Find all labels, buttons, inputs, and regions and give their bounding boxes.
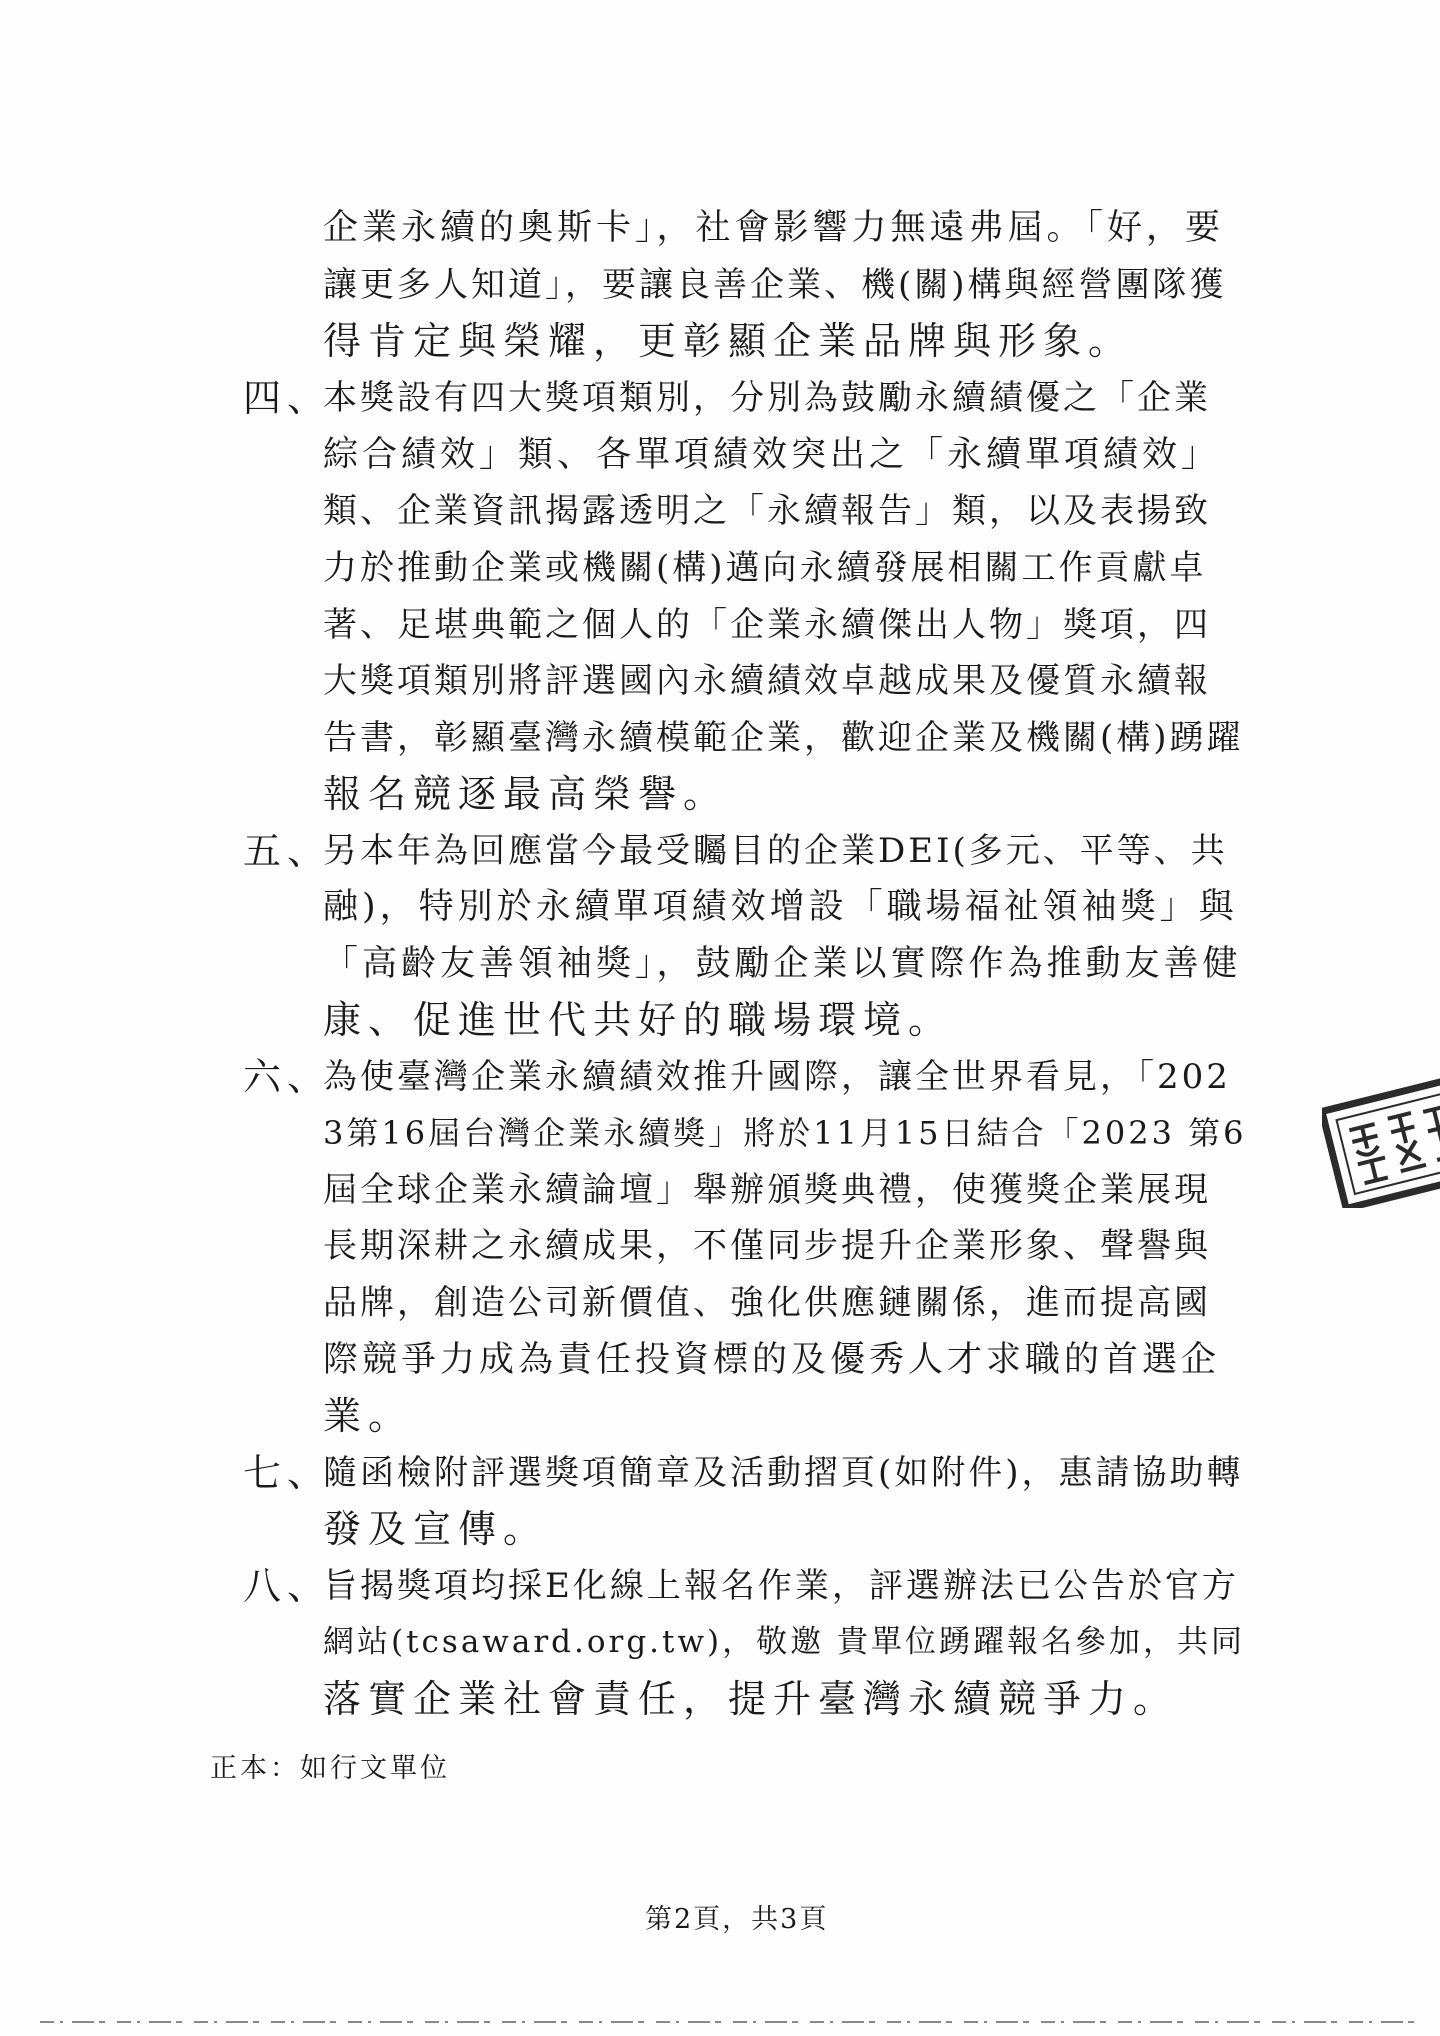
text-line: 長期深耕之永續成果，不僅同步提升企業形象、聲譽與 (323, 1226, 1211, 1266)
text-line: 報名競逐最高榮譽。 (323, 772, 729, 816)
page-number: 第2頁，共3頁 (645, 1904, 829, 1935)
text-line: 旨揭獎項均採E化線上報名作業，評選辦法已公告於官方 (323, 1566, 1239, 1606)
text-line: 屆全球企業永續論壇」舉辦頒獎典禮，使獲獎企業展現 (323, 1170, 1211, 1210)
text-line: 融)，特別於永續單項績效增設「職場福祉領袖獎」與 (323, 887, 1238, 927)
text-line: 業。 (323, 1394, 414, 1438)
text-line: 讓更多人知道」，要讓良善企業、機(關)構與經營團隊獲 (323, 265, 1227, 305)
item-marker-8: 八、 (243, 1564, 332, 1608)
text-line: 發及宣傳。 (323, 1507, 549, 1551)
text-line: 隨函檢附評選獎項簡章及活動摺頁(如附件)，惠請協助轉 (323, 1453, 1244, 1493)
text-line: 另本年為回應當今最受矚目的企業DEI(多元、平等、共 (323, 831, 1228, 871)
item-marker-7: 七、 (243, 1451, 332, 1495)
text-line: 大獎項類別將評選國內永續績效卓越成果及優質永續報 (323, 661, 1211, 701)
text-line: 力於推動企業或機關(構)邁向永續發展相關工作貢獻卓 (323, 548, 1207, 588)
seal-stamp-icon (1322, 1078, 1440, 1208)
text-line: 網站(tcsaward.org.tw)，敬邀 貴單位踴躍報名參加，共同 (323, 1624, 1245, 1660)
text-line: 「高齡友善領袖獎」，鼓勵企業以實際作為推動友善健 (323, 944, 1242, 984)
text-line: 康、促進世代共好的職場環境。 (323, 998, 954, 1042)
copy-to-line: 正本：如行文單位 (210, 1753, 450, 1784)
item-marker-4: 四、 (243, 376, 332, 420)
item-marker-5: 五、 (243, 829, 332, 873)
item-marker-6: 六、 (243, 1055, 332, 1099)
text-line: 為使臺灣企業永續績效推升國際，讓全世界看見，「202 (323, 1057, 1231, 1097)
text-line: 告書，彰顯臺灣永續模範企業，歡迎企業及機關(構)踴躍 (323, 718, 1244, 758)
text-line: 綜合績效」類、各單項績效突出之「永續單項績效」 (323, 435, 1221, 475)
text-line: 品牌，創造公司新價值、強化供應鏈關係，進而提高國 (323, 1283, 1211, 1323)
scan-edge-divider (40, 2020, 1420, 2024)
text-line: 落實企業社會責任，提升臺灣永續競爭力。 (323, 1677, 1179, 1721)
text-line: 際競爭力成為責任投資標的及優秀人才求職的首選企 (323, 1340, 1221, 1380)
text-line: 得肯定與榮耀，更彰顯企業品牌與形象。 (323, 319, 1134, 363)
text-line: 本獎設有四大獎項類別，分別為鼓勵永續績優之「企業 (323, 378, 1211, 418)
text-line: 著、足堪典範之個人的「企業永續傑出人物」獎項，四 (323, 605, 1211, 645)
text-line: 3第16屆台灣企業永續獎」將於11月15日結合「2023 第6 (323, 1114, 1247, 1152)
text-line: 企業永續的奧斯卡」，社會影響力無遠弗屆。「好，要 (323, 208, 1225, 248)
text-line: 類、企業資訊揭露透明之「永續報告」類，以及表揚致 (323, 491, 1211, 531)
